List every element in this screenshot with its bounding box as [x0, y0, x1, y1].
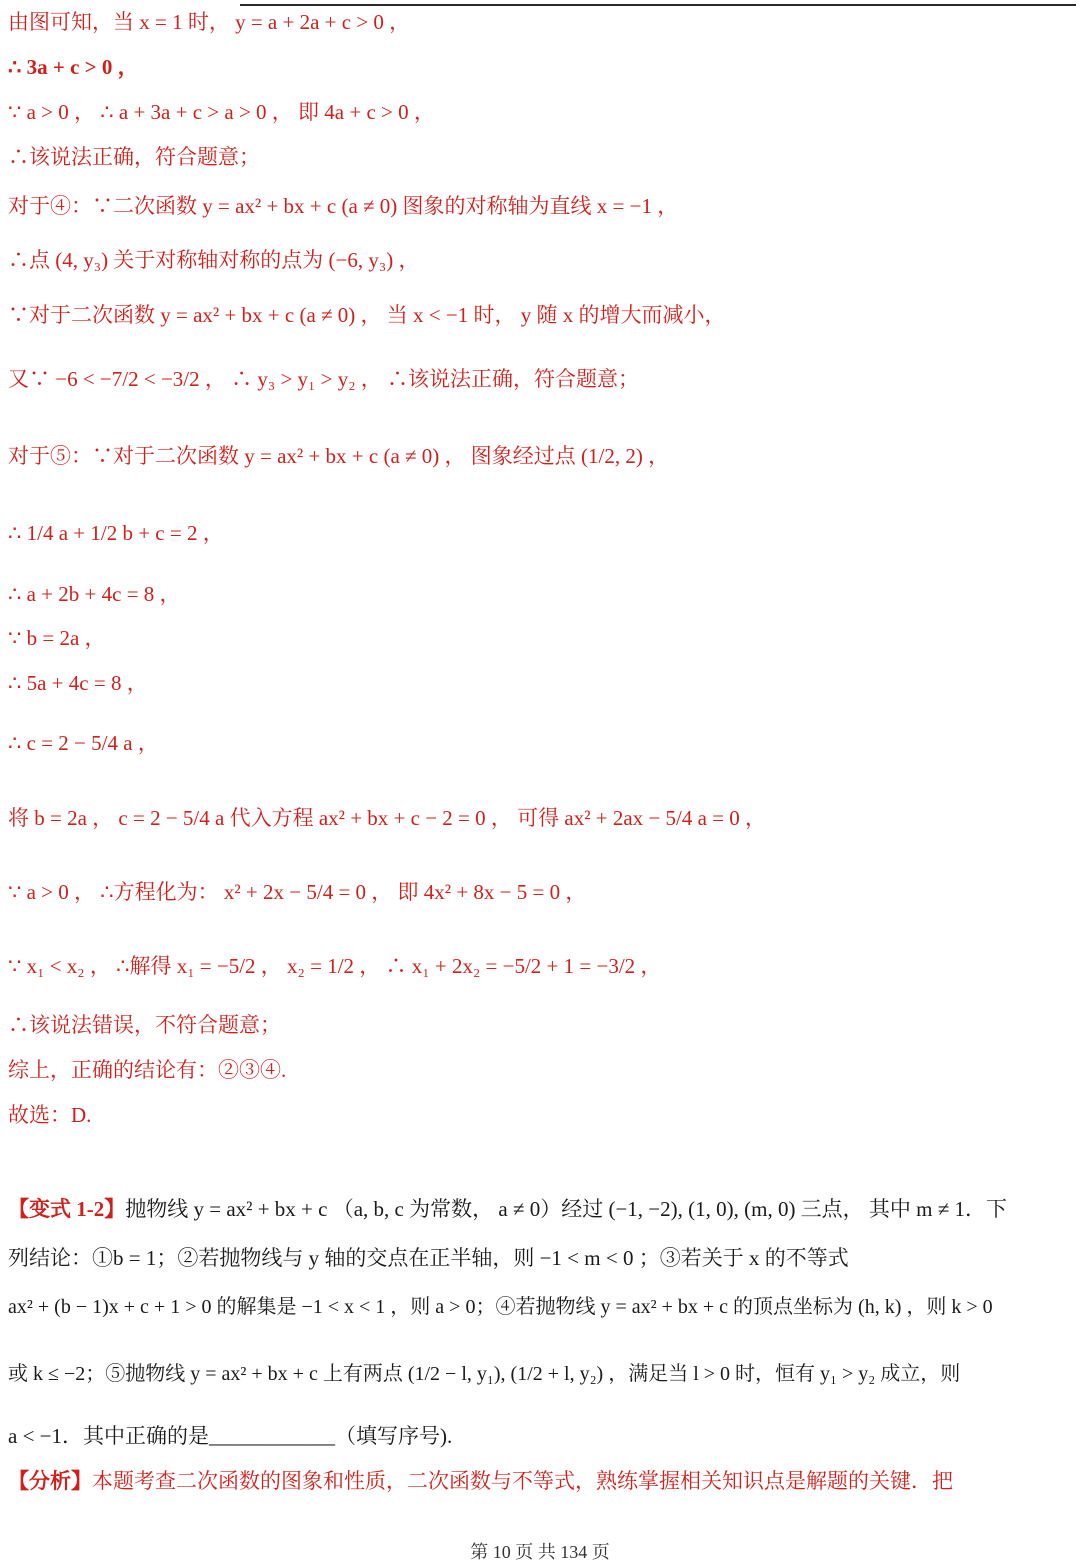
solution-line: 故选：D.	[8, 1103, 92, 1127]
solution-line: 又∵ −6 < −7/2 < −3/2 ， ∴ y₃ > y₁ > y₂ ， ∴该说法正确，符合题意；	[8, 367, 640, 391]
solution-line: ∴ 3a + c > 0 ，	[8, 55, 139, 79]
solution-line: 对于⑤：∵对于二次函数 y = ax² + bx + c (a ≠ 0) ， 图象经过点 (1/2, 2) ，	[8, 444, 670, 468]
top-rule	[240, 4, 1076, 6]
solution-line: ∴ a + 2b + 4c = 8 ，	[8, 582, 181, 606]
analysis-label: 【分析】	[8, 1469, 92, 1493]
solution-line: ∵ a > 0 ， ∴ a + 3a + c > a > 0 ， 即 4a + c > 0 ，	[8, 100, 435, 124]
solution-line: ∵对于二次函数 y = ax² + bx + c (a ≠ 0) ， 当 x < −1 时， y 随 x 的增大而减小，	[8, 303, 726, 327]
page-footer: 第 10 页 共 134 页	[470, 1542, 610, 1562]
problem-line: ax² + (b − 1)x + c + 1 > 0 的解集是 −1 < x < 1 ，则 a > 0；④若抛物线 y = ax² + bx + c 的顶点坐标为 (h, k) ，则 k > 0	[8, 1296, 993, 1318]
solution-line: ∴点 (4, y₃) 关于对称轴对称的点为 (−6, y₃) ，	[8, 248, 420, 272]
problem-line: 或 k ≤ −2；⑤抛物线 y = ax² + bx + c 上有两点 (1/2 − l, y₁), (1/2 + l, y₂) ，满足当 l > 0 时，恒有 y₁ > y₂ 成立，则	[8, 1363, 961, 1385]
solution-line: ∵ b = 2a ，	[8, 626, 106, 650]
analysis-line	[8, 1467, 953, 1495]
solution-line: 由图可知，当 x = 1 时， y = a + 2a + c > 0 ，	[8, 10, 411, 34]
solution-line: ∴ 1/4 a + 1/2 b + c = 2 ，	[8, 521, 224, 545]
problem-label: 【变式 1-2】	[8, 1197, 126, 1221]
solution-line: 综上，正确的结论有：②③④.	[8, 1058, 287, 1082]
solution-line: ∴ 5a + 4c = 8 ，	[8, 671, 148, 695]
solution-line: ∵ x₁ < x₂ ， ∴解得 x₁ = −5/2 ， x₂ = 1/2 ， ∴ x₁ + 2x₂ = −5/2 + 1 = −3/2 ，	[8, 954, 662, 978]
solution-line: 将 b = 2a ， c = 2 − 5/4 a 代入方程 ax² + bx + c − 2 = 0 ， 可得 ax² + 2ax − 5/4 a = 0 ，	[8, 806, 767, 830]
problem-line: 列结论：①b = 1；②若抛物线与 y 轴的交点在正半轴，则 −1 < m < 0 ；③若关于 x 的不等式	[8, 1246, 849, 1270]
solution-line: ∴该说法正确，符合题意；	[8, 145, 260, 169]
problem-line: a < −1．其中正确的是____________（填写序号).	[8, 1424, 453, 1448]
solution-line: 对于④：∵二次函数 y = ax² + bx + c (a ≠ 0) 图象的对称轴为直线 x = −1 ，	[8, 194, 679, 218]
problem-line	[8, 1195, 1007, 1223]
solution-line: ∴ c = 2 − 5/4 a ，	[8, 731, 159, 755]
problem-text: 抛物线 y = ax² + bx + c （a, b, c 为常数， a ≠ 0）经过 (−1, −2), (1, 0), (m, 0) 三点， 其中 m ≠ 1．下	[125, 1197, 1008, 1221]
solution-line: ∴该说法错误，不符合题意；	[8, 1013, 281, 1037]
solution-line: ∵ a > 0 ， ∴方程化为： x² + 2x − 5/4 = 0 ， 即 4x² + 8x − 5 = 0 ，	[8, 880, 587, 904]
analysis-text: 本题考查二次函数的图象和性质，二次函数与不等式，熟练掌握相关知识点是解题的关键．把	[92, 1469, 953, 1493]
